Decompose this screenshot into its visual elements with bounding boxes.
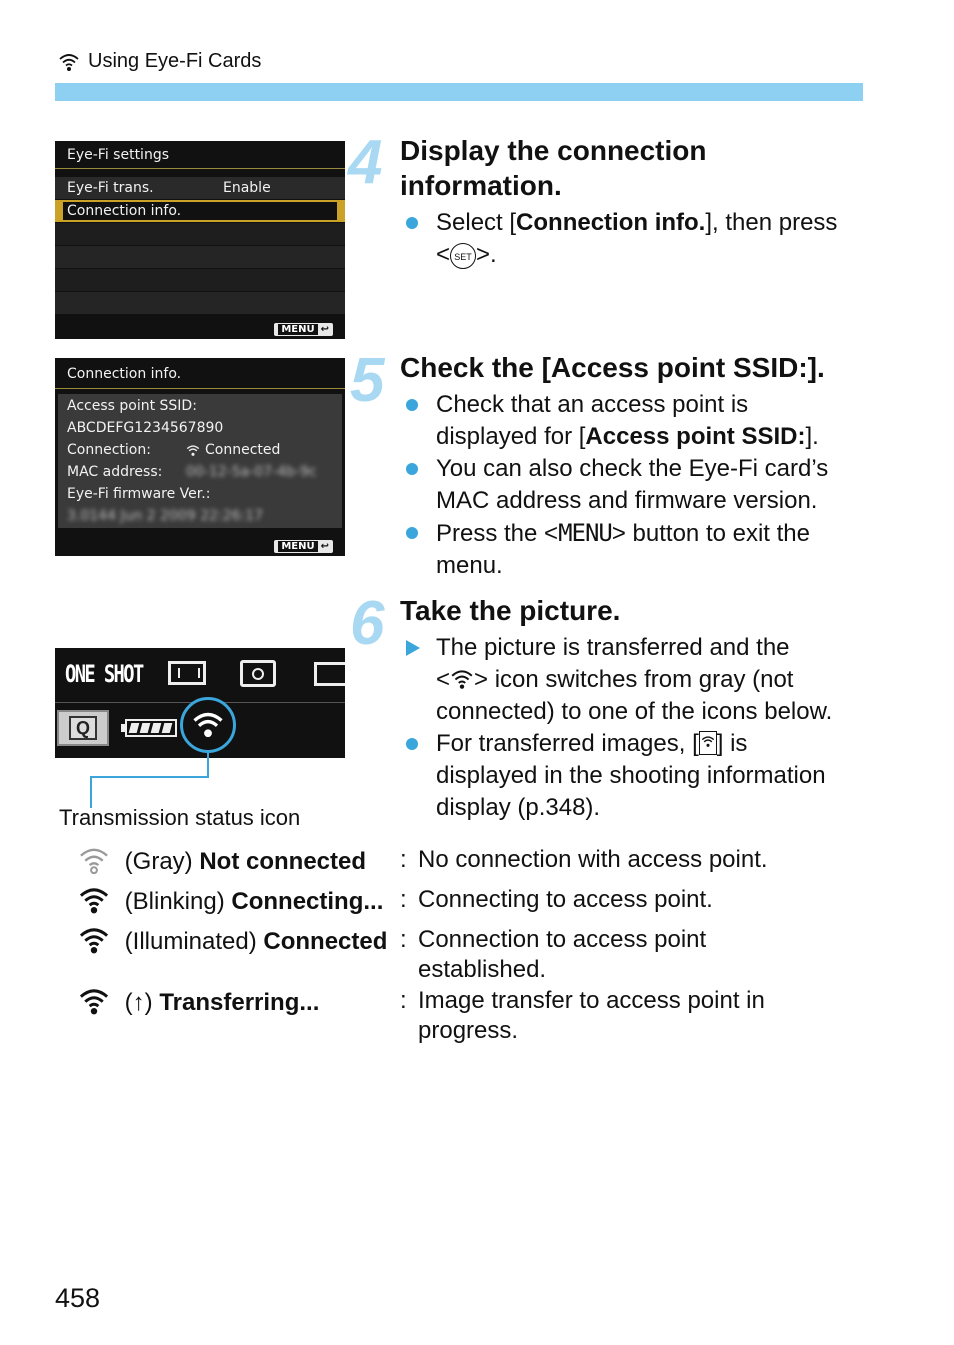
legend-row: (Illuminated) Connected	[78, 925, 387, 957]
menu-return-button: MENU ↩	[274, 323, 333, 336]
wifi-gray-icon	[78, 845, 110, 875]
step4-bullets	[400, 207, 870, 271]
wifi-icon	[186, 444, 200, 457]
result-bullet: The picture is transferred and the < > icon switches from gray (not connected) to one of the icons below.	[400, 632, 880, 728]
divider	[55, 168, 345, 169]
evaluative-metering-icon	[240, 660, 276, 687]
page-number: 458	[55, 1283, 101, 1313]
menu-row	[55, 223, 345, 245]
legend-row: (Blinking) Connecting...	[78, 885, 383, 917]
row-value: Enable	[223, 180, 271, 196]
drive-mode-icon	[314, 662, 345, 686]
row-label: Connection info.	[67, 203, 182, 219]
screen-eye-fi-settings	[55, 141, 345, 339]
firmware-value: 3.0144 Jun 2 2009 22:26:17	[67, 508, 264, 524]
menu-row	[55, 269, 345, 291]
return-icon: ↩	[320, 541, 329, 552]
step5-bullets	[400, 389, 880, 582]
legend-separator: :	[400, 926, 407, 953]
legend-separator: :	[400, 886, 407, 913]
menu-return-button: MENU ↩	[274, 540, 333, 553]
wifi-icon	[58, 52, 80, 72]
bullet: Select [Connection info.], then press < SET >.	[400, 207, 870, 271]
battery-icon	[125, 719, 177, 737]
step-number: 6	[350, 589, 385, 658]
mac-label: MAC address:	[67, 464, 163, 480]
legend-row: (Gray) Not connected	[78, 845, 366, 877]
ssid-value: ABCDEFG1234567890	[67, 420, 224, 436]
bullet: You can also check the Eye-Fi card’s MAC address and firmware version.	[400, 453, 880, 517]
header-bar	[55, 83, 863, 101]
header-title: Using Eye-Fi Cards	[88, 50, 262, 72]
set-button-icon: SET	[450, 243, 476, 269]
step-number: 4	[348, 128, 383, 197]
wifi-illuminated-icon	[78, 925, 110, 955]
legend-separator: :	[400, 846, 407, 873]
screen2-title: Connection info.	[67, 366, 182, 382]
callout-line	[207, 753, 209, 777]
legend-description: No connection with access point.	[418, 846, 768, 873]
step-number: 5	[350, 346, 385, 415]
divider	[55, 388, 345, 389]
menu-row-selected	[55, 200, 345, 222]
step-title: Take the picture.	[400, 595, 621, 626]
metering-icon	[168, 661, 206, 685]
transferred-image-icon	[699, 731, 717, 755]
callout-line	[90, 776, 92, 808]
legend-description: Connecting to access point.	[418, 886, 713, 913]
wifi-icon	[191, 710, 225, 740]
screen-connection-info	[55, 358, 345, 556]
wifi-blinking-icon	[78, 885, 110, 915]
quick-control-icon: Q	[57, 710, 109, 746]
bullet: Press the <MENU> button to exit the menu.	[400, 517, 880, 582]
bullet: Check that an access point is displayed for [Access point SSID:].	[400, 389, 880, 453]
step-title: Check the [Access point SSID:].	[400, 352, 825, 383]
ssid-label: Access point SSID:	[67, 398, 197, 414]
connection-status: Connected	[186, 442, 280, 458]
legend-row: (↑) Transferring...	[78, 986, 319, 1018]
connection-label: Connection:	[67, 442, 151, 458]
row-label: Eye-Fi trans.	[67, 180, 154, 196]
wifi-icon	[450, 668, 474, 690]
menu-row	[55, 246, 345, 268]
screen1-title: Eye-Fi settings	[67, 147, 169, 163]
mac-value: 00-12-5a-07-4b-9c	[186, 464, 317, 480]
return-icon: ↩	[320, 324, 329, 335]
callout-line	[90, 776, 209, 778]
step6-bullets	[400, 632, 880, 824]
menu-row	[55, 292, 345, 314]
transmission-status-highlight	[180, 697, 236, 753]
caption: Transmission status icon	[59, 805, 301, 830]
running-header	[58, 50, 261, 73]
wifi-transferring-icon	[78, 986, 110, 1016]
legend-description: Image transfer to access point in progress.	[418, 987, 765, 1044]
af-mode: ONE SHOT	[65, 660, 143, 688]
menu-row	[55, 177, 345, 199]
legend-separator: :	[400, 987, 407, 1014]
bullet: For transferred images, [ ] is displayed in the shooting information display (p.348).	[400, 728, 880, 824]
legend-description: Connection to access point established.	[418, 926, 707, 983]
firmware-label: Eye-Fi firmware Ver.:	[67, 486, 211, 502]
info-panel	[58, 394, 342, 528]
step-title: Display the connection information.	[400, 135, 707, 201]
menu-button-label: MENU	[558, 519, 612, 547]
